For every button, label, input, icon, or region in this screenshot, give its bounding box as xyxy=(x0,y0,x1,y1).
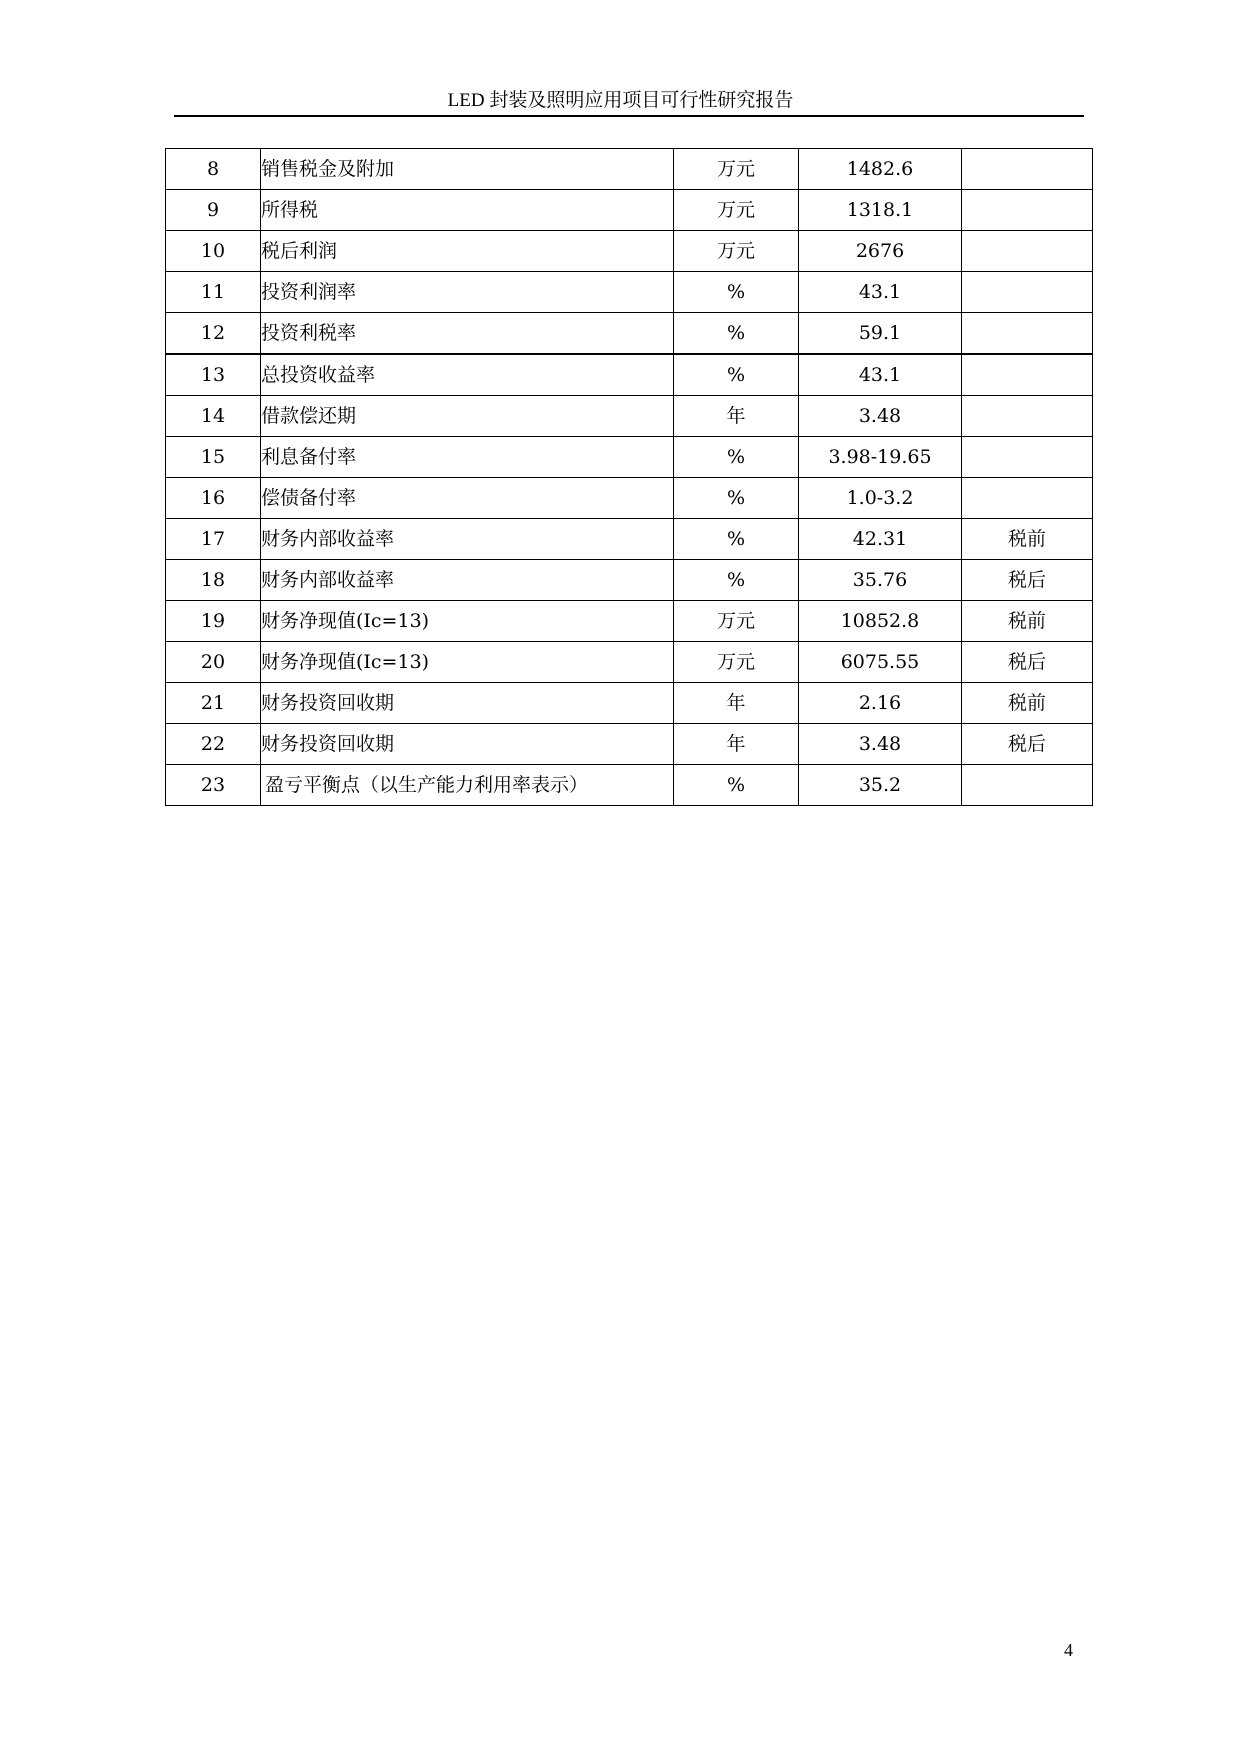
value-cell: 35.76 xyxy=(799,560,962,601)
table-row xyxy=(166,149,1093,190)
table-row xyxy=(166,642,1093,683)
unit-cell: 年 xyxy=(674,683,799,724)
indicator-name: 税后利润 xyxy=(261,231,674,272)
indicator-name: 总投资收益率 xyxy=(261,354,674,396)
indicator-name: 财务投资回收期 xyxy=(261,724,674,765)
header-divider xyxy=(174,115,1084,117)
table-row xyxy=(166,190,1093,231)
value-cell: 1318.1 xyxy=(799,190,962,231)
value-cell: 35.2 xyxy=(799,765,962,806)
note-cell: 税后 xyxy=(962,560,1093,601)
indicator-name: 财务净现值(Ic=13) xyxy=(261,642,674,683)
table-row xyxy=(166,683,1093,724)
table-row xyxy=(166,478,1093,519)
value-cell: 1482.6 xyxy=(799,149,962,190)
unit-cell: % xyxy=(674,519,799,560)
table-row xyxy=(166,354,1093,396)
value-cell: 3.98-19.65 xyxy=(799,437,962,478)
value-cell: 2676 xyxy=(799,231,962,272)
value-cell: 42.31 xyxy=(799,519,962,560)
unit-cell: % xyxy=(674,560,799,601)
unit-cell: 年 xyxy=(674,396,799,437)
table-row xyxy=(166,560,1093,601)
value-cell: 6075.55 xyxy=(799,642,962,683)
note-cell xyxy=(962,313,1093,355)
indicator-table xyxy=(165,148,1093,806)
value-cell: 10852.8 xyxy=(799,601,962,642)
unit-cell: 万元 xyxy=(674,149,799,190)
value-cell: 59.1 xyxy=(799,313,962,355)
row-number: 18 xyxy=(166,560,261,601)
row-number: 19 xyxy=(166,601,261,642)
unit-cell: 万元 xyxy=(674,601,799,642)
row-number: 20 xyxy=(166,642,261,683)
indicator-name: 投资利税率 xyxy=(261,313,674,355)
indicator-name: 利息备付率 xyxy=(261,437,674,478)
table-row xyxy=(166,272,1093,313)
unit-cell: % xyxy=(674,765,799,806)
note-cell xyxy=(962,231,1093,272)
row-number: 22 xyxy=(166,724,261,765)
value-cell: 3.48 xyxy=(799,396,962,437)
note-cell xyxy=(962,149,1093,190)
note-cell xyxy=(962,190,1093,231)
unit-cell: 年 xyxy=(674,724,799,765)
table-row xyxy=(166,396,1093,437)
indicator-name: 投资利润率 xyxy=(261,272,674,313)
value-cell: 3.48 xyxy=(799,724,962,765)
unit-cell: 万元 xyxy=(674,190,799,231)
unit-cell: 万元 xyxy=(674,231,799,272)
table-row xyxy=(166,724,1093,765)
note-cell: 税前 xyxy=(962,519,1093,560)
unit-cell: % xyxy=(674,313,799,355)
indicator-name: 偿债备付率 xyxy=(261,478,674,519)
note-cell xyxy=(962,765,1093,806)
row-number: 15 xyxy=(166,437,261,478)
table-row xyxy=(166,231,1093,272)
page-header-title: LED 封装及照明应用项目可行性研究报告 xyxy=(447,90,794,111)
note-cell: 税后 xyxy=(962,724,1093,765)
row-number: 12 xyxy=(166,313,261,355)
indicator-name: 财务内部收益率 xyxy=(261,519,674,560)
row-number: 11 xyxy=(166,272,261,313)
value-cell: 43.1 xyxy=(799,354,962,396)
indicator-name: 所得税 xyxy=(261,190,674,231)
row-number: 8 xyxy=(166,149,261,190)
row-number: 23 xyxy=(166,765,261,806)
indicator-name: 盈亏平衡点（以生产能力利用率表示） xyxy=(261,765,674,806)
table-row xyxy=(166,519,1093,560)
note-cell xyxy=(962,437,1093,478)
value-cell: 2.16 xyxy=(799,683,962,724)
note-cell: 税后 xyxy=(962,642,1093,683)
indicator-name: 财务内部收益率 xyxy=(261,560,674,601)
value-cell: 1.0-3.2 xyxy=(799,478,962,519)
indicator-name: 借款偿还期 xyxy=(261,396,674,437)
value-cell: 43.1 xyxy=(799,272,962,313)
unit-cell: 万元 xyxy=(674,642,799,683)
table-row xyxy=(166,765,1093,806)
table-row xyxy=(166,437,1093,478)
table-row xyxy=(166,313,1093,355)
unit-cell: % xyxy=(674,478,799,519)
row-number: 14 xyxy=(166,396,261,437)
row-number: 17 xyxy=(166,519,261,560)
page-number: 4 xyxy=(1064,1640,1073,1660)
note-cell xyxy=(962,478,1093,519)
row-number: 9 xyxy=(166,190,261,231)
note-cell xyxy=(962,272,1093,313)
unit-cell: % xyxy=(674,272,799,313)
row-number: 16 xyxy=(166,478,261,519)
row-number: 21 xyxy=(166,683,261,724)
table-row xyxy=(166,601,1093,642)
note-cell: 税前 xyxy=(962,683,1093,724)
row-number: 10 xyxy=(166,231,261,272)
note-cell xyxy=(962,354,1093,396)
unit-cell: % xyxy=(674,354,799,396)
indicator-name: 销售税金及附加 xyxy=(261,149,674,190)
unit-cell: % xyxy=(674,437,799,478)
indicator-name: 财务投资回收期 xyxy=(261,683,674,724)
note-cell: 税前 xyxy=(962,601,1093,642)
note-cell xyxy=(962,396,1093,437)
indicator-name: 财务净现值(Ic=13) xyxy=(261,601,674,642)
row-number: 13 xyxy=(166,354,261,396)
